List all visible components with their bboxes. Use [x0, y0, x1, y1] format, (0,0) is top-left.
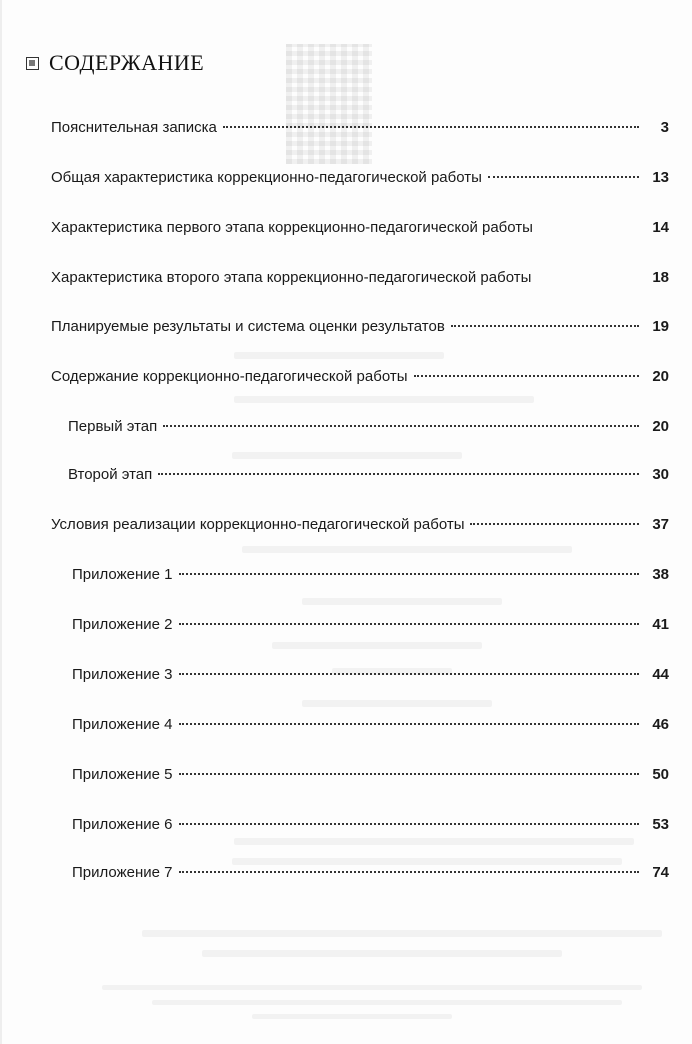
toc-leader-dots — [179, 573, 640, 575]
toc-entry-title: Содержание коррекционно-педагогической работы — [51, 368, 408, 385]
table-of-contents — [2, 0, 692, 1044]
toc-entry-page: 13 — [652, 169, 669, 186]
toc-entry-page: 20 — [652, 368, 669, 385]
toc-entry[interactable] — [68, 464, 669, 486]
toc-entry-page: 20 — [652, 418, 669, 435]
toc-entry-title: Приложение 3 — [72, 666, 173, 683]
toc-entry-title: Пояснительная записка — [51, 119, 217, 136]
toc-entry-page: 14 — [652, 219, 669, 236]
toc-entry[interactable] — [72, 564, 669, 586]
toc-entry-page: 50 — [652, 766, 669, 783]
toc-entry-page: 41 — [652, 616, 669, 633]
toc-leader-dots — [223, 126, 639, 128]
toc-entry[interactable] — [51, 514, 669, 536]
toc-entry-title: Характеристика первого этапа коррекционно-педагогической работы — [51, 219, 533, 236]
toc-entry-title: Планируемые результаты и система оценки результатов — [51, 318, 445, 335]
toc-entry[interactable] — [72, 614, 669, 636]
toc-entry-title: Приложение 5 — [72, 766, 173, 783]
toc-entry-title: Второй этап — [68, 466, 153, 483]
toc-entry-page: 19 — [652, 318, 669, 335]
toc-leader-dots — [158, 473, 639, 475]
toc-entry[interactable] — [51, 316, 669, 338]
toc-leader-dots — [179, 623, 640, 625]
toc-leader-dots — [470, 523, 639, 525]
toc-entry-page: 44 — [652, 666, 669, 683]
toc-entry[interactable] — [72, 814, 669, 836]
toc-entry[interactable] — [51, 217, 669, 239]
toc-entry-page: 46 — [652, 716, 669, 733]
toc-entry-title: Характеристика второго этапа коррекционно-педагогической работы — [51, 269, 532, 286]
toc-entry-title: Приложение 7 — [72, 864, 173, 881]
toc-entry[interactable] — [72, 664, 669, 686]
toc-entry[interactable] — [72, 714, 669, 736]
toc-leader-dots — [179, 871, 640, 873]
toc-entry-title: Приложение 1 — [72, 566, 173, 583]
toc-leader-dots — [451, 325, 639, 327]
toc-leader-dots — [414, 375, 640, 377]
toc-entry-page: 30 — [652, 466, 669, 483]
toc-entry[interactable] — [51, 267, 669, 289]
toc-entry-title: Условия реализации коррекционно-педагогической работы — [51, 516, 465, 533]
toc-entry-title: Общая характеристика коррекционно-педагогической работы — [51, 169, 482, 186]
toc-entry-title: Приложение 2 — [72, 616, 173, 633]
toc-entry-title: Приложение 4 — [72, 716, 173, 733]
toc-entry-title: Приложение 6 — [72, 816, 173, 833]
toc-leader-dots — [179, 823, 640, 825]
toc-entry[interactable] — [72, 764, 669, 786]
toc-leader-dots — [179, 773, 640, 775]
toc-entry[interactable] — [72, 862, 669, 884]
toc-leader-dots — [179, 723, 640, 725]
toc-entry-title: Первый этап — [68, 418, 158, 435]
toc-entry[interactable] — [68, 416, 669, 438]
toc-entry-page: 37 — [652, 516, 669, 533]
toc-entry[interactable] — [51, 167, 669, 189]
toc-entry-page: 18 — [652, 269, 669, 286]
toc-entry[interactable] — [51, 117, 669, 139]
page-title: СОДЕРЖАНИЕ — [49, 50, 205, 75]
toc-leader-dots — [488, 176, 639, 178]
toc-entry-page: 3 — [660, 119, 669, 136]
toc-entry-page: 38 — [652, 566, 669, 583]
toc-entry-page: 74 — [652, 864, 669, 881]
toc-entry-page: 53 — [652, 816, 669, 833]
toc-leader-dots — [163, 425, 639, 427]
toc-entry[interactable] — [51, 366, 669, 388]
toc-leader-dots — [179, 673, 640, 675]
